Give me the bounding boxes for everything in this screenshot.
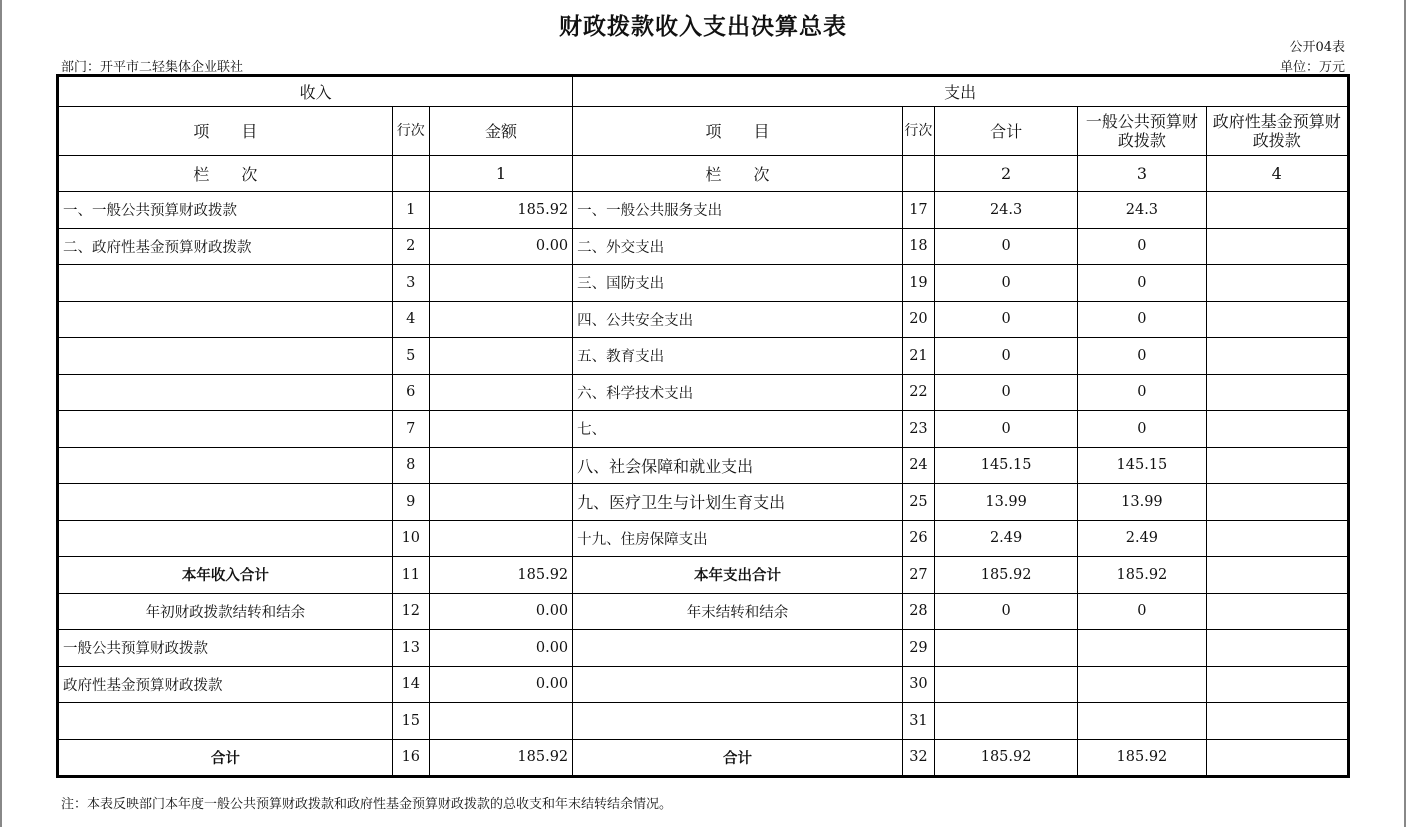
table-row bbox=[58, 301, 1349, 338]
expense-gov-fund bbox=[1206, 374, 1348, 411]
expense-total: 0 bbox=[934, 338, 1077, 375]
expense-total-column-number: 2 bbox=[934, 156, 1077, 192]
expense-general-budget: 0 bbox=[1078, 411, 1206, 448]
expense-total bbox=[934, 630, 1077, 667]
expense-general-budget bbox=[1078, 630, 1206, 667]
table-row bbox=[58, 520, 1349, 557]
carry-row bbox=[58, 593, 1349, 630]
income-line-number: 10 bbox=[392, 520, 429, 557]
expense-line-number: 18 bbox=[902, 228, 934, 265]
income-line-number: 3 bbox=[392, 265, 429, 302]
income-amount-header: 金额 bbox=[429, 107, 572, 156]
income-section-header: 收入 bbox=[58, 76, 573, 107]
form-number: 公开04表 bbox=[1289, 40, 1345, 55]
income-amount: 0.00 bbox=[429, 593, 572, 630]
income-line-number: 8 bbox=[392, 447, 429, 484]
income-item-name: 年初财政拨款结转和结余 bbox=[58, 593, 393, 630]
income-amount bbox=[429, 374, 572, 411]
income-amount: 185.92 bbox=[429, 557, 572, 594]
expense-line-number: 22 bbox=[902, 374, 934, 411]
income-amount bbox=[429, 265, 572, 302]
income-item-name bbox=[58, 265, 393, 302]
expense-gov-fund bbox=[1206, 739, 1348, 777]
expense-general-budget: 2.49 bbox=[1078, 520, 1206, 557]
year-total-row bbox=[58, 557, 1349, 594]
expense-gov-fund bbox=[1206, 557, 1348, 594]
expense-line-number: 27 bbox=[902, 557, 934, 594]
table-row bbox=[58, 484, 1349, 521]
expense-line-number: 32 bbox=[902, 739, 934, 777]
income-line-number: 4 bbox=[392, 301, 429, 338]
expense-total: 0 bbox=[934, 301, 1077, 338]
expense-total bbox=[934, 703, 1077, 740]
unit-label: 单位：万元 bbox=[1279, 60, 1345, 75]
expense-item-name: 九、医疗卫生与计划生育支出 bbox=[573, 484, 903, 521]
expense-fund-header: 政府性基金预算财政拨款 bbox=[1206, 107, 1348, 156]
expense-general-budget: 185.92 bbox=[1078, 739, 1206, 777]
carry-row bbox=[58, 630, 1349, 667]
expense-line-number: 24 bbox=[902, 447, 934, 484]
expense-line-number: 26 bbox=[902, 520, 934, 557]
carry-row bbox=[58, 703, 1349, 740]
expense-line-number: 29 bbox=[902, 630, 934, 667]
expense-general-budget bbox=[1078, 666, 1206, 703]
income-line-number: 9 bbox=[392, 484, 429, 521]
expense-item-name bbox=[573, 666, 903, 703]
income-amount: 185.92 bbox=[429, 192, 572, 229]
income-amount bbox=[429, 338, 572, 375]
expense-item-name: 五、教育支出 bbox=[573, 338, 903, 375]
expense-total-header: 合计 bbox=[934, 107, 1077, 156]
expense-item-name: 六、科学技术支出 bbox=[573, 374, 903, 411]
income-item-name: 合计 bbox=[58, 739, 393, 777]
expense-item-header: 项 目 bbox=[573, 107, 903, 156]
income-amount bbox=[429, 703, 572, 740]
expense-line-number: 20 bbox=[902, 301, 934, 338]
expense-gov-fund bbox=[1206, 703, 1348, 740]
expense-total: 0 bbox=[934, 265, 1077, 302]
expense-general-budget: 0 bbox=[1078, 301, 1206, 338]
table-row bbox=[58, 338, 1349, 375]
expense-total: 0 bbox=[934, 411, 1077, 448]
income-item-name bbox=[58, 447, 393, 484]
expense-gov-fund bbox=[1206, 228, 1348, 265]
expense-column-line-empty bbox=[902, 156, 934, 192]
expense-total: 0 bbox=[934, 228, 1077, 265]
expense-total: 0 bbox=[934, 593, 1077, 630]
income-line-number: 12 bbox=[392, 593, 429, 630]
income-amount: 0.00 bbox=[429, 228, 572, 265]
income-line-number: 15 bbox=[392, 703, 429, 740]
income-item-name: 一般公共预算财政拨款 bbox=[58, 630, 393, 667]
income-item-name bbox=[58, 338, 393, 375]
income-column-number: 1 bbox=[429, 156, 572, 192]
income-line-number: 1 bbox=[392, 192, 429, 229]
income-item-name bbox=[58, 374, 393, 411]
income-line-number: 11 bbox=[392, 557, 429, 594]
table-row bbox=[58, 447, 1349, 484]
expense-total: 24.3 bbox=[934, 192, 1077, 229]
income-item-name bbox=[58, 411, 393, 448]
income-line-number: 13 bbox=[392, 630, 429, 667]
department-label: 部门：开平市二轻集体企业联社 bbox=[61, 60, 244, 75]
expense-general-column-number: 3 bbox=[1078, 156, 1206, 192]
expense-total: 145.15 bbox=[934, 447, 1077, 484]
table-row bbox=[58, 411, 1349, 448]
expense-line-number: 28 bbox=[902, 593, 934, 630]
income-item-name: 政府性基金预算财政拨款 bbox=[58, 666, 393, 703]
expense-item-name: 三、国防支出 bbox=[573, 265, 903, 302]
income-item-name bbox=[58, 301, 393, 338]
expense-item-name: 一、一般公共服务支出 bbox=[573, 192, 903, 229]
budget-summary-table bbox=[56, 74, 1350, 778]
header-row-column-numbers bbox=[58, 156, 1349, 192]
expense-gov-fund bbox=[1206, 301, 1348, 338]
expense-item-name bbox=[573, 630, 903, 667]
report-title: 财政拨款收入支出决算总表 bbox=[559, 13, 847, 40]
page-left-border bbox=[0, 0, 2, 827]
expense-line-header: 行次 bbox=[902, 107, 934, 156]
income-line-header: 行次 bbox=[392, 107, 429, 156]
income-item-name bbox=[58, 520, 393, 557]
income-amount: 185.92 bbox=[429, 739, 572, 777]
expense-total: 13.99 bbox=[934, 484, 1077, 521]
expense-gov-fund bbox=[1206, 192, 1348, 229]
expense-line-number: 21 bbox=[902, 338, 934, 375]
footnote: 注：本表反映部门本年度一般公共预算财政拨款和政府性基金预算财政拨款的总收支和年末结转结余情况。 bbox=[61, 797, 673, 812]
grand-total-row bbox=[58, 739, 1349, 777]
expense-general-budget: 13.99 bbox=[1078, 484, 1206, 521]
expense-item-name: 年末结转和结余 bbox=[573, 593, 903, 630]
expense-gov-fund bbox=[1206, 265, 1348, 302]
income-item-name: 本年收入合计 bbox=[58, 557, 393, 594]
table-row bbox=[58, 374, 1349, 411]
income-amount bbox=[429, 484, 572, 521]
expense-gov-fund bbox=[1206, 411, 1348, 448]
table-row bbox=[58, 228, 1349, 265]
income-line-number: 6 bbox=[392, 374, 429, 411]
expense-item-name: 二、外交支出 bbox=[573, 228, 903, 265]
expense-total bbox=[934, 666, 1077, 703]
income-item-header: 项 目 bbox=[58, 107, 393, 156]
carry-row bbox=[58, 666, 1349, 703]
expense-total: 2.49 bbox=[934, 520, 1077, 557]
expense-item-name bbox=[573, 703, 903, 740]
expense-general-budget: 0 bbox=[1078, 228, 1206, 265]
income-amount bbox=[429, 411, 572, 448]
expense-general-budget: 0 bbox=[1078, 593, 1206, 630]
expense-section-header: 支出 bbox=[573, 76, 1349, 107]
income-amount bbox=[429, 447, 572, 484]
income-amount: 0.00 bbox=[429, 666, 572, 703]
expense-gov-fund bbox=[1206, 338, 1348, 375]
expense-line-number: 30 bbox=[902, 666, 934, 703]
table-row bbox=[58, 265, 1349, 302]
expense-line-number: 25 bbox=[902, 484, 934, 521]
expense-item-name: 本年支出合计 bbox=[573, 557, 903, 594]
expense-gov-fund bbox=[1206, 520, 1348, 557]
table-row bbox=[58, 192, 1349, 229]
expense-general-budget bbox=[1078, 703, 1206, 740]
income-line-number: 5 bbox=[392, 338, 429, 375]
expense-line-number: 31 bbox=[902, 703, 934, 740]
expense-item-name: 十九、住房保障支出 bbox=[573, 520, 903, 557]
expense-general-header: 一般公共预算财政拨款 bbox=[1078, 107, 1206, 156]
income-item-name: 二、政府性基金预算财政拨款 bbox=[58, 228, 393, 265]
income-line-number: 16 bbox=[392, 739, 429, 777]
expense-gov-fund bbox=[1206, 447, 1348, 484]
expense-general-budget: 185.92 bbox=[1078, 557, 1206, 594]
header-row-sections bbox=[58, 76, 1349, 107]
expense-general-budget: 0 bbox=[1078, 374, 1206, 411]
income-item-name bbox=[58, 484, 393, 521]
expense-general-budget: 0 bbox=[1078, 338, 1206, 375]
expense-line-number: 17 bbox=[902, 192, 934, 229]
expense-item-name: 八、社会保障和就业支出 bbox=[573, 447, 903, 484]
income-amount bbox=[429, 301, 572, 338]
income-column-line-empty bbox=[392, 156, 429, 192]
expense-gov-fund bbox=[1206, 593, 1348, 630]
income-amount bbox=[429, 520, 572, 557]
expense-general-budget: 24.3 bbox=[1078, 192, 1206, 229]
income-column-label: 栏 次 bbox=[58, 156, 393, 192]
income-line-number: 14 bbox=[392, 666, 429, 703]
expense-total: 185.92 bbox=[934, 739, 1077, 777]
expense-total: 0 bbox=[934, 374, 1077, 411]
expense-gov-fund bbox=[1206, 630, 1348, 667]
income-item-name: 一、一般公共预算财政拨款 bbox=[58, 192, 393, 229]
income-line-number: 2 bbox=[392, 228, 429, 265]
expense-column-label: 栏 次 bbox=[573, 156, 903, 192]
expense-line-number: 23 bbox=[902, 411, 934, 448]
expense-item-name: 合计 bbox=[573, 739, 903, 777]
income-item-name bbox=[58, 703, 393, 740]
expense-item-name: 四、公共安全支出 bbox=[573, 301, 903, 338]
expense-item-name: 七、 bbox=[573, 411, 903, 448]
expense-gov-fund bbox=[1206, 484, 1348, 521]
income-amount: 0.00 bbox=[429, 630, 572, 667]
expense-total: 185.92 bbox=[934, 557, 1077, 594]
income-line-number: 7 bbox=[392, 411, 429, 448]
expense-line-number: 19 bbox=[902, 265, 934, 302]
header-row-columns bbox=[58, 107, 1349, 156]
expense-general-budget: 0 bbox=[1078, 265, 1206, 302]
expense-gov-fund bbox=[1206, 666, 1348, 703]
expense-fund-column-number: 4 bbox=[1206, 156, 1348, 192]
expense-general-budget: 145.15 bbox=[1078, 447, 1206, 484]
